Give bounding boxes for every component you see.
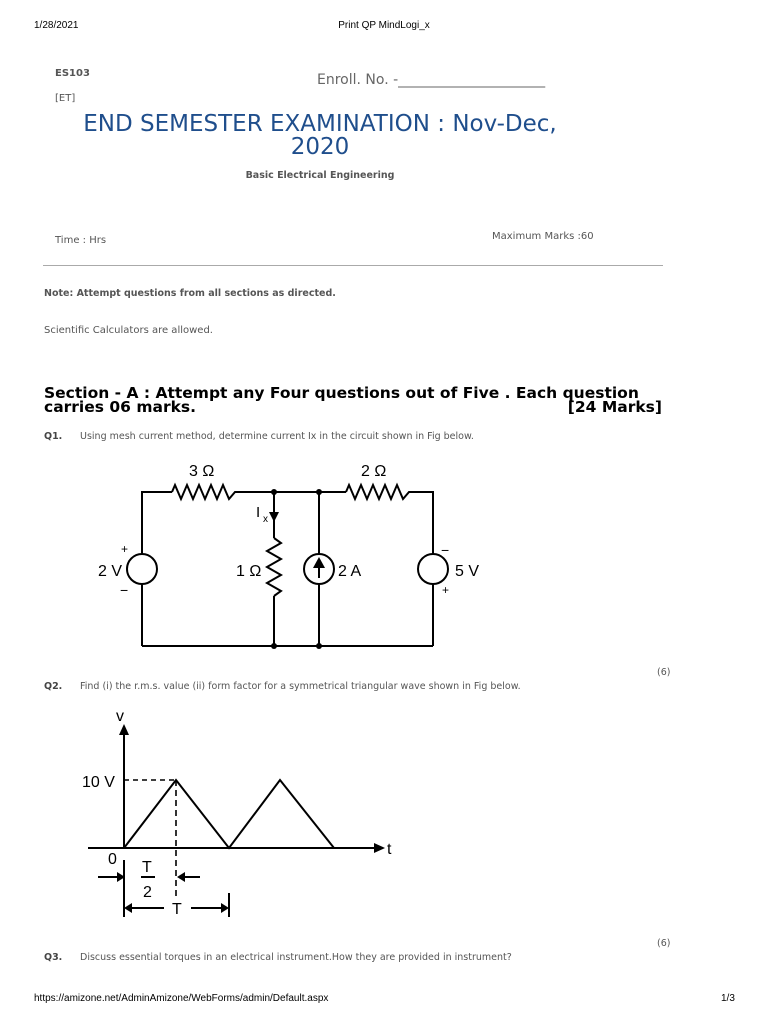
current-ix-label: I xyxy=(256,504,261,521)
question-1-marks: (6) xyxy=(657,667,671,678)
period-label: T xyxy=(172,901,182,918)
question-2-marks: (6) xyxy=(657,938,671,949)
branch-code: [ET] xyxy=(55,93,76,104)
question-3-number: Q3. xyxy=(44,952,63,963)
source-5v-minus: − xyxy=(441,542,450,558)
course-code: ES103 xyxy=(55,68,90,79)
voltage-source-2v-label: 2 V xyxy=(98,563,123,580)
waveform-y-axis-label: v xyxy=(116,708,124,725)
section-a-total-marks: [24 Marks] xyxy=(567,398,662,416)
waveform-origin-label: 0 xyxy=(108,851,117,868)
source-5v-plus: + xyxy=(442,583,450,597)
source-2v-plus: + xyxy=(121,542,129,556)
question-3-text: Discuss essential torques in an electrical instrument.How they are provided in instrument? xyxy=(80,952,512,963)
print-url: https://amizone.net/AdminAmizone/WebForms/admin/Default.aspx xyxy=(34,993,329,1004)
waveform-peak-label: 10 V xyxy=(82,774,115,791)
exam-title-line2: 2020 xyxy=(290,134,350,160)
half-period-numerator: T xyxy=(142,859,152,876)
voltage-source-5v-label: 5 V xyxy=(455,563,480,580)
section-a-line2: carries 06 marks. xyxy=(44,398,197,416)
waveform-x-axis-label: t xyxy=(387,841,392,858)
current-ix-subscript: x xyxy=(263,514,268,525)
resistor-3-ohm-label: 3 Ω xyxy=(189,463,215,480)
question-1-number: Q1. xyxy=(44,431,63,442)
current-source-2a-label: 2 A xyxy=(338,563,362,580)
section-a-line1: Section - A : Attempt any Four questions out of Five . Each question xyxy=(44,384,639,402)
subject-name: Basic Electrical Engineering xyxy=(245,170,395,181)
print-page-title: Print QP MindLogi_x xyxy=(338,20,430,31)
time-label: Time : Hrs xyxy=(55,235,107,246)
half-period-denominator: 2 xyxy=(143,884,152,901)
question-2-text: Find (i) the r.m.s. value (ii) form factor for a symmetrical triangular wave shown in Fig below. xyxy=(80,681,521,692)
exam-title-line1: END SEMESTER EXAMINATION : Nov-Dec, xyxy=(83,111,557,137)
print-page-number: 1/3 xyxy=(721,993,735,1004)
print-date: 1/28/2021 xyxy=(34,20,79,31)
enroll-number-field: Enroll. No. -_____________________ xyxy=(317,72,546,88)
question-2-number: Q2. xyxy=(44,681,63,692)
note-text: Note: Attempt questions from all sections as directed. xyxy=(44,288,336,299)
maximum-marks: Maximum Marks :60 xyxy=(492,231,594,242)
calculator-note: Scientific Calculators are allowed. xyxy=(44,325,213,336)
resistor-1-ohm-label: 1 Ω xyxy=(236,563,262,580)
question-1-text: Using mesh current method, determine current Ix in the circuit shown in Fig below. xyxy=(80,431,474,442)
resistor-2-ohm-label: 2 Ω xyxy=(361,463,387,480)
source-2v-minus: − xyxy=(120,582,129,598)
